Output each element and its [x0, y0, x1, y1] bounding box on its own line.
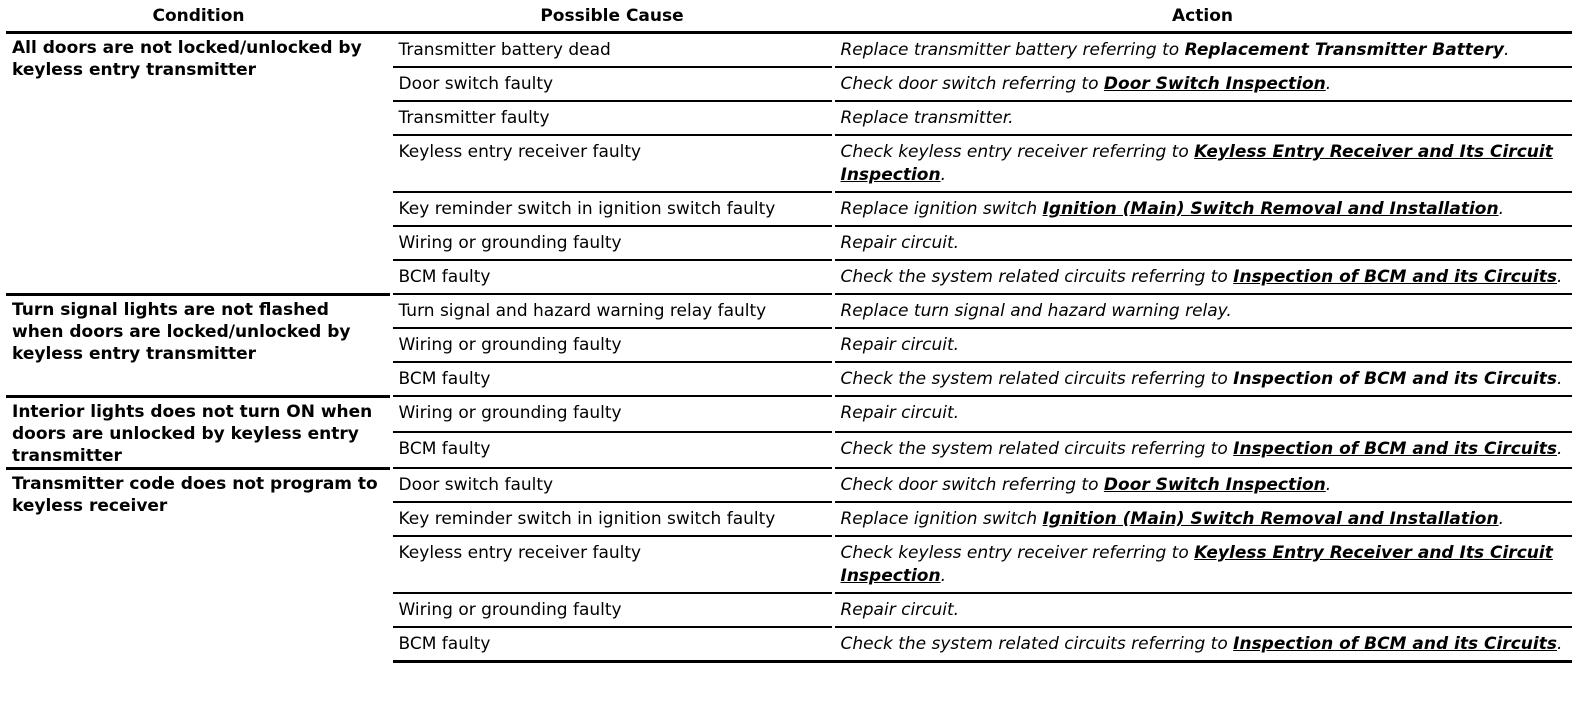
action-tail: . — [1498, 199, 1504, 219]
reference-link[interactable]: Door Switch Inspection — [1103, 475, 1326, 495]
action-text: Check keyless entry receiver referring to — [840, 543, 1195, 563]
action-cell — [833, 67, 1572, 101]
condition-cell: All doors are not locked/unlocked by keyless entry transmitter — [6, 33, 391, 295]
possible-cause-cell: Door switch faulty — [391, 67, 833, 101]
condition-cell: Interior lights does not turn ON when doors are unlocked by keyless entry transmitter — [6, 396, 391, 468]
reference-link[interactable]: Keyless Entry Receiver and Its Circuit Inspection — [840, 543, 1553, 586]
action-cell — [833, 502, 1572, 536]
action-cell — [833, 468, 1572, 502]
possible-cause-cell: BCM faulty — [391, 627, 833, 662]
reference-link[interactable]: Keyless Entry Receiver and Its Circuit Inspection — [840, 142, 1553, 185]
action-cell — [833, 294, 1572, 328]
reference-link[interactable]: Ignition (Main) Switch Removal and Installation — [1042, 199, 1499, 219]
action-cell — [833, 226, 1572, 260]
troubleshooting-table — [6, 0, 1572, 663]
action-cell — [833, 362, 1572, 396]
action-tail: . — [1556, 634, 1563, 654]
action-cell — [833, 192, 1572, 226]
condition-cell: Transmitter code does not program to keyless receiver — [6, 468, 391, 662]
possible-cause-cell: Key reminder switch in ignition switch faulty — [391, 502, 833, 536]
action-text: Repair circuit. — [840, 600, 960, 620]
possible-cause-cell: Keyless entry receiver faulty — [391, 536, 833, 593]
action-text: Check the system related circuits referring to — [840, 369, 1234, 389]
action-text: Replace ignition switch — [840, 199, 1043, 219]
possible-cause-cell: BCM faulty — [391, 260, 833, 294]
header-possible-cause: Possible Cause — [391, 0, 833, 33]
action-text: Repair circuit. — [840, 233, 960, 253]
action-text: Repair circuit. — [840, 335, 960, 355]
condition-cell: Turn signal lights are not flashed when doors are locked/unlocked by keyless entry transmitter — [6, 294, 391, 396]
possible-cause-cell: Transmitter battery dead — [391, 33, 833, 68]
action-tail: . — [1556, 369, 1563, 389]
reference-link[interactable]: Inspection of BCM and its Circuits — [1233, 439, 1557, 459]
action-cell — [833, 260, 1572, 294]
action-text: Replace ignition switch — [840, 509, 1043, 529]
possible-cause-cell: Wiring or grounding faulty — [391, 593, 833, 627]
possible-cause-cell: Keyless entry receiver faulty — [391, 135, 833, 192]
possible-cause-cell: BCM faulty — [391, 432, 833, 468]
action-text: Check door switch referring to — [840, 475, 1104, 495]
reference-link[interactable]: Inspection of BCM and its Circuits — [1233, 267, 1557, 287]
action-cell — [833, 593, 1572, 627]
reference-link[interactable]: Inspection of BCM and its Circuits — [1233, 634, 1557, 654]
action-tail: . — [1498, 509, 1504, 529]
action-cell — [833, 536, 1572, 593]
header-row — [6, 0, 1572, 33]
header-action: Action — [833, 0, 1572, 33]
action-cell — [833, 33, 1572, 68]
action-tail: . — [1556, 267, 1563, 287]
action-tail: . — [940, 165, 946, 185]
action-cell — [833, 101, 1572, 135]
possible-cause-cell: Turn signal and hazard warning relay faulty — [391, 294, 833, 328]
possible-cause-cell: Wiring or grounding faulty — [391, 328, 833, 362]
action-text: Replace transmitter battery referring to — [840, 40, 1185, 60]
reference-text: Replacement Transmitter Battery — [1184, 40, 1504, 60]
action-text: Replace transmitter. — [840, 108, 1014, 128]
action-cell — [833, 627, 1572, 662]
reference-text: Inspection of BCM and its Circuits — [1233, 369, 1557, 389]
action-tail: . — [1325, 475, 1332, 495]
possible-cause-cell: Wiring or grounding faulty — [391, 396, 833, 432]
action-tail: . — [1556, 439, 1563, 459]
action-tail: . — [940, 566, 946, 586]
action-cell — [833, 396, 1572, 432]
action-cell — [833, 135, 1572, 192]
table-body — [6, 33, 1572, 662]
action-text: Repair circuit. — [840, 403, 960, 423]
action-text: Check keyless entry receiver referring to — [840, 142, 1195, 162]
table-row — [6, 33, 1572, 68]
table-row — [6, 468, 1572, 502]
reference-link[interactable]: Ignition (Main) Switch Removal and Installation — [1042, 509, 1499, 529]
action-text: Check the system related circuits referring to — [840, 267, 1234, 287]
action-text: Check the system related circuits referring to — [840, 439, 1234, 459]
action-cell — [833, 432, 1572, 468]
action-text: Check door switch referring to — [840, 74, 1104, 94]
possible-cause-cell: Key reminder switch in ignition switch faulty — [391, 192, 833, 226]
header-condition: Condition — [6, 0, 391, 33]
possible-cause-cell: BCM faulty — [391, 362, 833, 396]
possible-cause-cell: Transmitter faulty — [391, 101, 833, 135]
action-cell — [833, 328, 1572, 362]
table-row — [6, 396, 1572, 432]
action-tail: . — [1325, 74, 1332, 94]
possible-cause-cell: Wiring or grounding faulty — [391, 226, 833, 260]
action-text: Replace turn signal and hazard warning relay. — [840, 301, 1232, 321]
reference-link[interactable]: Door Switch Inspection — [1103, 74, 1326, 94]
action-text: Check the system related circuits referring to — [840, 634, 1234, 654]
possible-cause-cell: Door switch faulty — [391, 468, 833, 502]
action-tail: . — [1503, 40, 1510, 60]
table-row — [6, 294, 1572, 328]
